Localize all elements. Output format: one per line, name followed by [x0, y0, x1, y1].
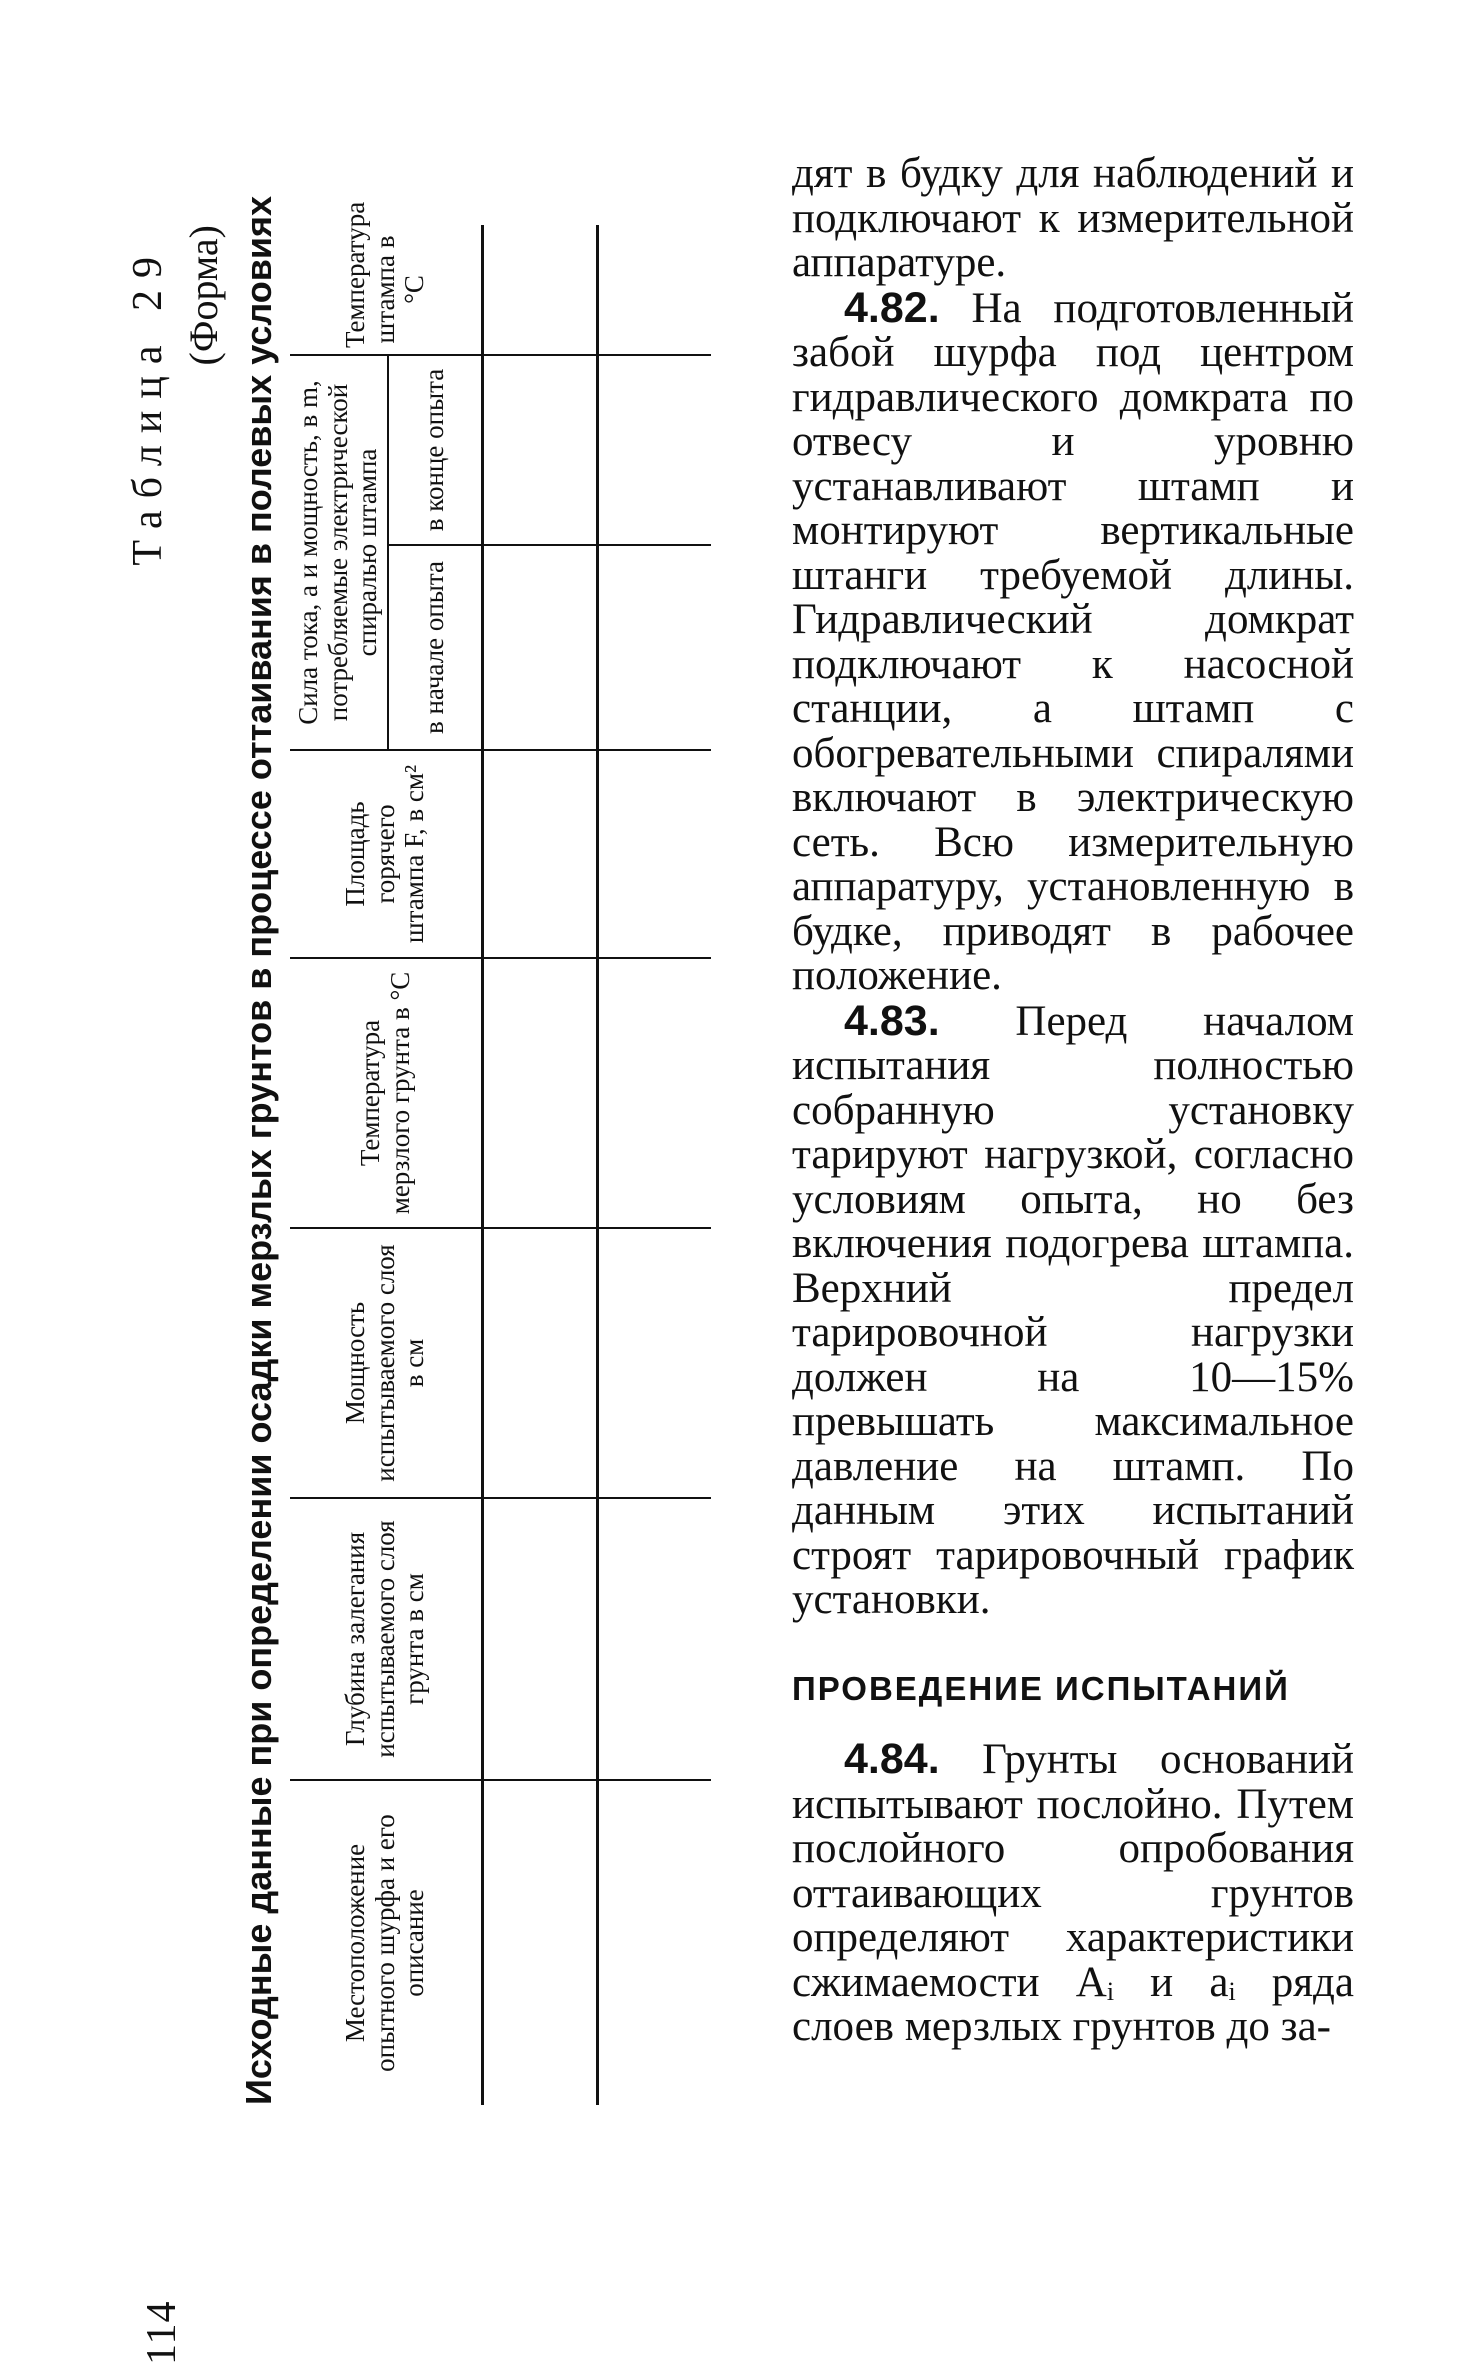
section-number: 4.84.: [844, 1735, 940, 1783]
table-cell: [598, 1780, 712, 2105]
page-number: 114: [139, 2300, 185, 2365]
data-table: [290, 201, 711, 2105]
paragraph-text: Грунты оснований испытывают послойно. Путем послойного опробования оттаивающих грунтов определяют характеристики сжимаемости Aᵢ и aᵢ ряда слоев мерзлых грунтов до за-: [792, 1736, 1354, 2050]
header-soil-temperature: Температура мерзлого грунта в °C: [290, 958, 483, 1228]
header-location: Местоположение опытного шурфа и его описание: [290, 1780, 483, 2105]
header-stamp-temperature: Температура штампа в °C: [290, 225, 483, 355]
table-cell: [483, 225, 598, 355]
table-label: Таблица 29: [125, 245, 171, 566]
table-title: Исходные данные при определении осадки мерзлых грунтов в процессе оттаивания в полевых условиях: [238, 195, 279, 2105]
header-thickness: Мощность испытываемого слоя в см: [290, 1228, 483, 1498]
table-cell: [598, 1498, 712, 1780]
table-cell: [598, 355, 712, 545]
paragraph-4-83: [792, 996, 1354, 1623]
table-cell: [598, 1228, 712, 1498]
paragraph-4-82: [792, 283, 1355, 999]
table-cell: [483, 1498, 598, 1780]
table-cell: [483, 355, 598, 545]
table-cell: [483, 958, 598, 1228]
section-number: 4.83.: [844, 996, 940, 1045]
table-cell: [483, 1780, 598, 2105]
paragraph-4-84: [792, 1737, 1354, 2050]
section-number: 4.82.: [844, 283, 940, 332]
paragraph-text: На подготовленный забой шурфа под центром гидравлического домкрата по отвесу и уровню устанавливают штамп и монтируют вертикальные штанги требуемой длины. Гидравлический домкрат подключают к насосной станции, а штамп с обогревательными спиралями включают в электрическую сеть. Всю измерительную аппаратуру, установленную в будке, приводят в рабочее положение.: [792, 284, 1355, 999]
table-cell: [598, 750, 712, 958]
table-cell: [483, 750, 598, 958]
header-depth: Глубина залегания испытываемого слоя грунта в см: [290, 1498, 483, 1780]
header-current-power: Сила тока, а и мощность, в m, потребляемые электрической спиралью штампа: [290, 355, 388, 750]
header-end-of-test: в конце опыта: [388, 355, 483, 545]
table-cell: [483, 545, 598, 750]
table-cell: [598, 225, 712, 355]
table-cell: [598, 545, 712, 750]
header-start-of-test: в начале опыта: [388, 545, 483, 750]
table-form-note: (Форма): [181, 225, 226, 366]
table-cell: [483, 1228, 598, 1498]
paragraph-text: Перед началом испытания полностью собранную установку тарируют нагрузкой, согласно условиям опыта, но без включения подогрева штампа. Верхний предел тарировочной нагрузки должен на 10—15% превышать максимальное давление на штамп. По данным этих испытаний строят тарировочный график установки.: [792, 997, 1354, 1623]
section-heading: ПРОВЕДЕНИЕ ИСПЫТАНИЙ: [792, 1669, 1290, 1707]
table-cell: [598, 958, 712, 1228]
header-stamp-area: Площадь горячего штампа F, в см²: [290, 750, 483, 958]
body-text-column: [792, 152, 1354, 2050]
paragraph-continuation: дят в будку для наблюдений и подключают к измерительной аппаратуре.: [792, 150, 1354, 286]
